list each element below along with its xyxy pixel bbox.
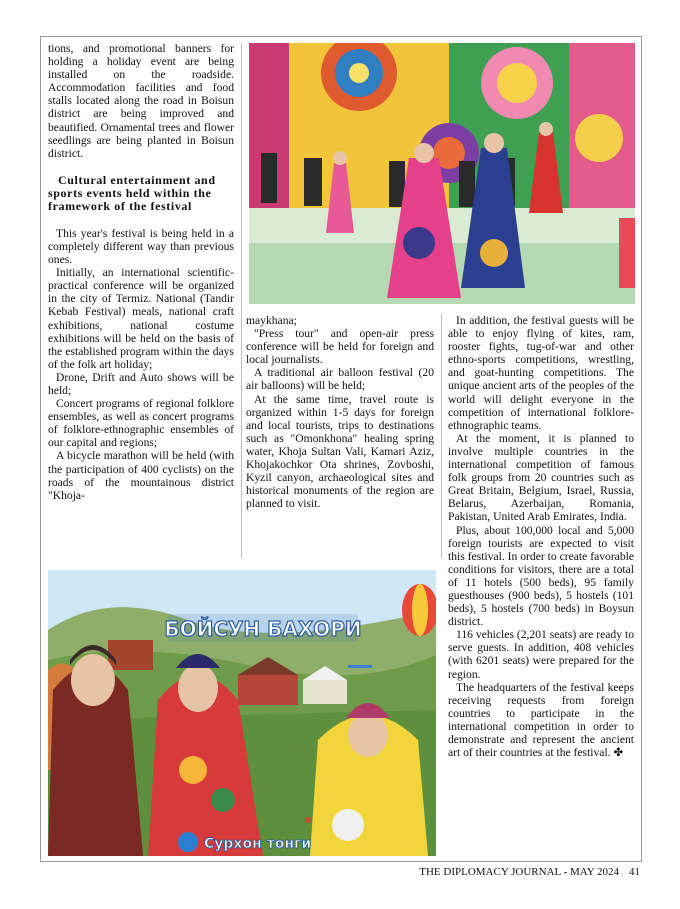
paragraph: Concert programs of regional folklore ensembles, as well as concert programs of folklore-ethnographic ensembles of our capital and regions; xyxy=(48,397,234,450)
paragraph: At the moment, it is planned to involve multiple countries in the international competition of famous folk groups from 20 countries such as Great Britain, Belgium, Israel, Russia, Belarus, Azerbaijan, Romania, Pakistan, United Arab Emirates, India. xyxy=(448,431,634,524)
column-divider xyxy=(241,43,242,558)
journal-title: THE DIPLOMACY JOURNAL - MAY 2024 xyxy=(419,866,619,878)
paragraph: Initially, an international scientific-practical conference will be organized in the city of Termiz. National (Tandir Kebab Festival) meals, national craft exhibitions, national costume exhibitions will be held on the basis of the established program within the days of the folk art holiday; xyxy=(48,266,234,371)
paragraph: tions, and promotional banners for holding a holiday event are being installed on the roadside. Accommodation facilities and food stalls located along the road in Boisun district are being improved and beautified. Ornamental trees and flower seedlings are being planted in Boisun district. xyxy=(48,42,234,160)
text-column-1 xyxy=(48,42,234,502)
page-footer xyxy=(370,866,640,878)
paragraph: 116 vehicles (2,201 seats) are ready to serve guests. In addition, 408 vehicles (with 6201 seats) were prepared for the region. xyxy=(448,628,634,681)
poster-banner-text: БОЙСУН БАХОРИ xyxy=(164,617,362,641)
paragraph xyxy=(448,681,634,760)
paragraph: This year's festival is being held in a completely different way than previous ones. xyxy=(48,226,234,267)
paragraph: Plus, about 100,000 local and 5,000 foreign tourists are expected to visit this festival. In order to create favorable conditions for visitors, there are a total of 11 hotels (500 beds), 95 family guesthouses (900 beds), 5 hostels (101 beds), 5 hostels (700 beds) in Boysun district. xyxy=(448,523,634,629)
paragraph: At the same time, travel route is organized within 1-5 days for foreign and local tourists, trips to destinations such as "Omonkhona" healing spring water, Khoja Sultan Vali, Kamari Aziz, Khojakochkor Ota shrines, Zovboshi, Kyzil canyon, archaeological sites and historical monuments of the region are planned to visit. xyxy=(246,392,434,511)
paragraph: A traditional air balloon festival (20 air balloons) will be held; xyxy=(246,366,434,393)
page-number: 41 xyxy=(629,866,640,878)
end-mark-icon: ✤ xyxy=(613,746,624,760)
column-divider xyxy=(441,314,442,558)
paragraph: "Press tour" and open-air press conference will be held for foreign and local journalists. xyxy=(246,327,434,367)
paragraph: Drone, Drift and Auto shows will be held; xyxy=(48,370,234,397)
poster-logo-text: Сурхон тонги xyxy=(204,836,312,852)
text-column-3 xyxy=(448,314,634,759)
paragraph: In addition, the festival guests will be able to enjoy flying of kites, ram, rooster fights, tug-of-war and other ethno-sports competitions, wrestling, and goat-hunting competitions. The unique ancient arts of the peoples of the world will delight everyone in the competition of international folklore-ethnographic teams. xyxy=(448,314,634,432)
boysun-bahori-poster xyxy=(48,570,436,856)
paragraph-text: The headquarters of the festival keeps receiving requests from foreign countries to participate in the international competition in order to demonstrate and represent the ancient art of their countries at the festival. xyxy=(448,680,634,760)
text-column-2 xyxy=(246,314,434,510)
paragraph: maykhana; xyxy=(246,314,297,327)
section-heading: Cultural entertainment and sports events held within the framework of the festival xyxy=(48,172,216,213)
festival-stage-photo xyxy=(249,43,635,304)
paragraph: A bicycle marathon will be held (with the participation of 400 cyclists) on the roads of the mountainous district "Khoja- xyxy=(48,449,234,502)
